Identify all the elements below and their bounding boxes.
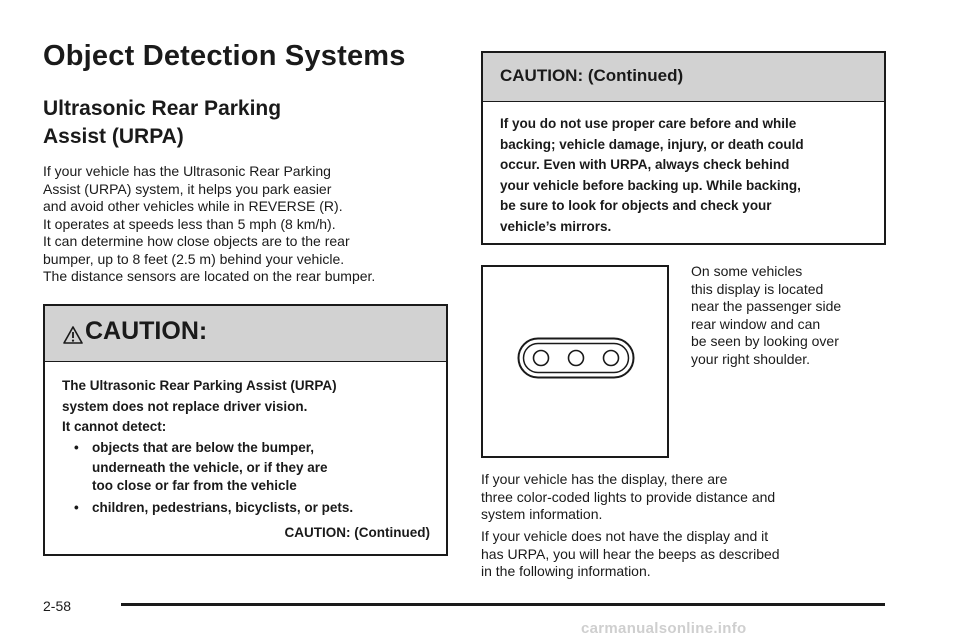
text-line: It operates at speeds less than 5 mph (8 km/h). xyxy=(43,215,336,232)
bullet-text-line: underneath the vehicle, or if they are xyxy=(92,460,328,475)
text-line: in the following information. xyxy=(481,563,651,579)
caution-bullet-item xyxy=(62,438,430,500)
text-line: your right shoulder. xyxy=(691,350,811,367)
caution-text-line: your vehicle before backing up. While backing, xyxy=(500,177,801,193)
caution-text-line: be sure to look for objects and check your xyxy=(500,198,772,213)
text-line: If your vehicle has the Ultrasonic Rear Parking xyxy=(43,163,331,179)
intro-paragraph xyxy=(43,163,375,286)
caution-continued-header xyxy=(483,53,884,102)
text-line: If your vehicle has the display, there are xyxy=(481,471,728,487)
text-line: this display is located xyxy=(691,280,824,297)
bullet-text-line: too close or far from the vehicle xyxy=(92,477,297,493)
text-line: and avoid other vehicles while in REVERSE (R). xyxy=(43,198,343,214)
text-line: rear window and can xyxy=(691,315,821,332)
text-line: The distance sensors are located on the rear bumper. xyxy=(43,268,376,284)
text-line: bumper, up to 8 feet (2.5 m) behind your vehicle. xyxy=(43,250,345,267)
text-line: On some vehicles xyxy=(691,263,803,279)
caution-text-line: It cannot detect: xyxy=(62,419,167,434)
text-line: has URPA, you will hear the beeps as described xyxy=(481,545,780,562)
display-figure xyxy=(481,265,669,458)
text-line: Assist (URPA) system, it helps you park easier xyxy=(43,180,332,197)
bullet-text-line: objects that are below the bumper, xyxy=(92,439,315,455)
watermark: carmanualsonline.info xyxy=(581,620,747,637)
page-number: 2-58 xyxy=(43,598,72,614)
caution-continued-title: CAUTION: (Continued) xyxy=(500,66,684,85)
warning-triangle-icon xyxy=(63,326,83,349)
caution-continued-body xyxy=(483,102,884,237)
caution-bullet-list xyxy=(62,438,430,519)
bullet-dot-icon: • xyxy=(74,439,79,455)
bullet-text-line: children, pedestrians, bicyclists, or pets. xyxy=(92,500,354,515)
caution-continued-label: CAUTION: (Continued) xyxy=(284,524,430,540)
text-line: three color-coded lights to provide distance and xyxy=(481,488,776,505)
bullet-dot-icon: • xyxy=(74,500,79,515)
caution-text-line: If you do not use proper care before and while xyxy=(500,116,797,131)
caution-body xyxy=(45,362,446,543)
text-line: near the passenger side xyxy=(691,298,842,314)
text-line: It can determine how close objects are to the rear xyxy=(43,233,350,249)
urpa-display-three-lights-icon xyxy=(517,337,635,384)
caution-bullet-item xyxy=(62,498,430,519)
caution-box xyxy=(43,304,448,556)
caution-header xyxy=(45,306,446,362)
caution-text-line: The Ultrasonic Rear Parking Assist (URPA) xyxy=(62,378,337,393)
page-title: Object Detection Systems xyxy=(43,40,406,72)
text-line: If your vehicle does not have the display and it xyxy=(481,528,769,544)
section-heading xyxy=(43,95,281,151)
display-paragraph xyxy=(481,471,775,524)
text-line: system information. xyxy=(481,506,603,522)
footer-rule xyxy=(121,603,885,606)
display-caption xyxy=(691,263,841,368)
caution-continued-box xyxy=(481,51,886,245)
caution-text-line: occur. Even with URPA, always check behind xyxy=(500,157,790,172)
section-heading-line: Assist (URPA) xyxy=(43,125,184,148)
section-heading-line: Ultrasonic Rear Parking xyxy=(43,97,282,120)
caution-text-line: vehicle’s mirrors. xyxy=(500,218,612,234)
caution-title: CAUTION: xyxy=(85,317,208,345)
text-line: be seen by looking over xyxy=(691,333,839,349)
no-display-paragraph xyxy=(481,528,780,581)
caution-text-line: backing; vehicle damage, injury, or death could xyxy=(500,136,804,152)
caution-text-line: system does not replace driver vision. xyxy=(62,398,308,414)
